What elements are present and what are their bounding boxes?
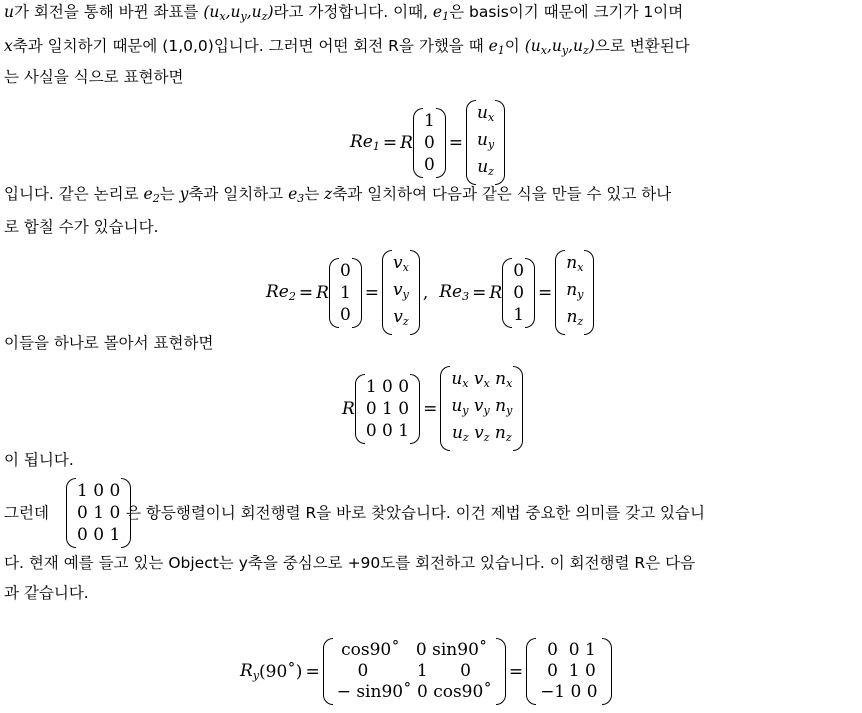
p4c: 축과 일치하고: [188, 185, 289, 203]
text-line-9: 다. 현재 예를 들고 있는 Object는 y축을 중심으로 +90도를 회전하고 있습니다. 이 회전행렬 R은 다음: [4, 554, 696, 572]
var-x: x: [4, 37, 13, 55]
text-line-3: 는 사실을 식으로 표현하면: [4, 68, 184, 86]
text-line-6: 이들을 하나로 몰아서 표현하면: [4, 334, 214, 352]
text-line-5: 로 합칠 수가 있습니다.: [4, 218, 159, 236]
text-line-2: [4, 36, 690, 61]
matrix-col100: 1 0 0: [413, 108, 446, 178]
text-line-10: 과 같습니다.: [4, 584, 89, 602]
vec-u2: $(u_x,u_y,u_z)$: [524, 37, 595, 57]
p2c: 으로 변환된다: [594, 37, 690, 55]
p4b: 는: [159, 185, 180, 203]
text-line-4: 입니다. 같은 논리로 $e_2$는 y축과 일치하고 $e_3$는 z축과 일치하여 다음과 같은 식을 만들 수 있고 하나: [4, 185, 672, 205]
p1c: 은 basis이기 때문에 크기가 1이며: [449, 3, 684, 21]
text-line-1: [4, 2, 683, 27]
var-u: u: [4, 3, 14, 21]
inline-identity: 1 0 0 0 1 0 0 0 1: [66, 478, 131, 548]
text-line-7: 이 됩니다.: [4, 451, 74, 469]
p4d: 는: [304, 185, 325, 203]
text-line-8a: 그런데: [4, 504, 49, 522]
var-e1b: $e_1$: [488, 37, 505, 57]
equation-re2-re3: $Re_2$ = R 0 1 0 = $v_x$ $v_y$ $v_z$ , $Re_3$ = R 0 0 1 = $n_x$ $n_y$ $n_z$: [266, 250, 594, 335]
matrix-ucol: $u_x$ $u_y$ $u_z$: [466, 100, 505, 185]
p2a: 축과 일치하기 때문에 (1,0,0)입니다. 그러면 어떤 회전 R을 가했을 때: [12, 37, 489, 55]
var-e1: $e_1$: [432, 3, 450, 23]
p1a: 가 회전을 통해 바뀐 좌표를: [13, 3, 204, 21]
vec-u: $(u_x,u_y,u_z)$: [203, 3, 274, 23]
p4e: 축과 일치하여 다음과 같은 식을 만들 수 있고 하나: [332, 185, 672, 203]
equation-re1: $Re_1$ = R 1 0 0 = $u_x$ $u_y$ $u_z$: [350, 100, 505, 185]
text-line-8b: 은 항등행렬이니 회전행렬 R을 바로 찾았습니다. 이건 제법 중요한 의미를 갖고 있습니: [126, 504, 705, 522]
p1b: 라고 가정합니다. 이때,: [273, 3, 433, 21]
p2b: 이: [504, 37, 525, 55]
p4a: 입니다. 같은 논리로: [4, 185, 144, 203]
equation-ry: $R_y$ (90˚) = cos90˚ 0 sin90˚ 0 1 0 − sin90˚ 0 cos90˚ = 0 0 1 0 1 0 −1 0 0: [240, 638, 612, 705]
equation-identity: R 1 0 0 0 1 0 0 0 1 = $u_x$ $v_x$ $n_x$ $u_y$ $v_y$ $n_y$ $u_z$ $v_z$ $n_z$: [342, 366, 523, 451]
